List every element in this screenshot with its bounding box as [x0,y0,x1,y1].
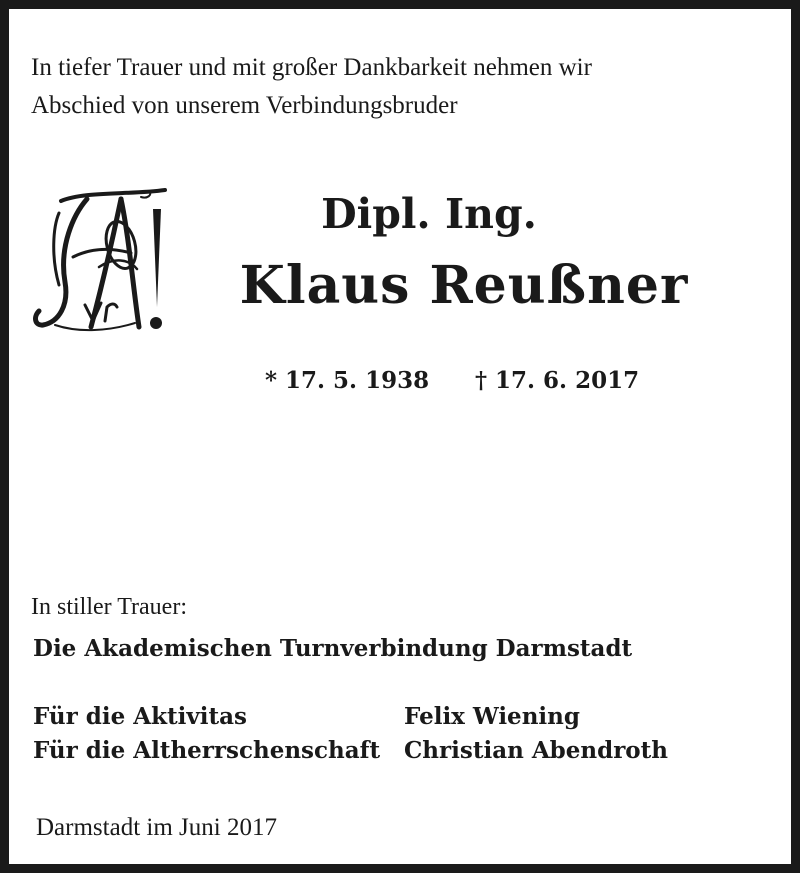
fraternity-monogram-icon [29,187,171,337]
mourners-label: In stiller Trauer: [31,594,187,620]
death-date: † 17. 6. 2017 [475,367,640,394]
mourner-role: Für die Altherrschenschaft [33,737,381,764]
academic-title: Dipl. Ing. [321,190,537,238]
intro-line-2: Abschied von unserem Verbindungsbruder [31,92,458,119]
intro-line-1: In tiefer Trauer und mit großer Dankbarkeit nehmen wir [31,54,592,81]
mourner-role: Für die Aktivitas [33,703,247,730]
mourner-name: Christian Abendroth [404,737,668,764]
mourning-organization: Die Akademischen Turnverbindung Darmstadt [33,635,633,662]
mourner-name: Felix Wiening [404,703,580,730]
place-and-date: Darmstadt im Juni 2017 [36,814,277,841]
intro-text [31,49,592,125]
birth-date: * 17. 5. 1938 [265,367,430,394]
deceased-name: Klaus Reußner [239,255,689,316]
